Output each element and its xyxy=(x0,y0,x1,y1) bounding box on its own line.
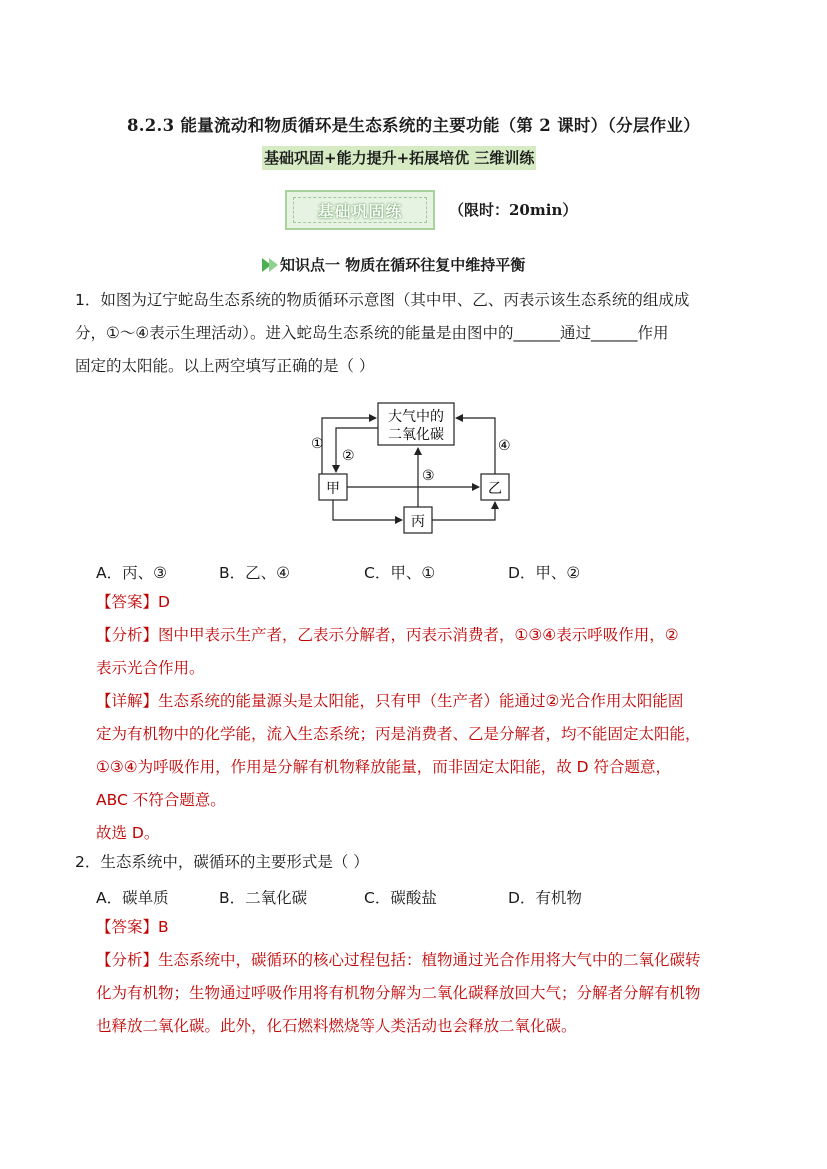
answer-tag: 【答案】 xyxy=(96,593,159,611)
page-title: 8.2.3 能量流动和物质循环是生态系统的主要功能（第 2 课时）（分层作业） xyxy=(126,116,701,135)
q2-option-c[interactable]: C．碳酸盐 xyxy=(364,889,437,907)
q2-analysis-line-3: 也释放二氧化碳。此外，化石燃料燃烧等人类活动也会释放二氧化碳。 xyxy=(96,1017,577,1035)
q2-option-d[interactable]: D．有机物 xyxy=(508,889,582,907)
answer-tag: 【答案】 xyxy=(96,918,159,936)
arrow-producer-consumer xyxy=(333,500,402,520)
process-3-label: ③ xyxy=(422,468,435,484)
q2-answer: B xyxy=(158,918,169,936)
q1-option-b[interactable]: B．乙、④ xyxy=(219,564,291,582)
process-2-label: ② xyxy=(342,448,355,464)
q1-answer: D xyxy=(158,593,170,611)
question-1-line-2: 分，①～④表示生理活动）。进入蛇岛生态系统的能量是由图中的______通过______作用 xyxy=(75,324,669,342)
q1-detail-line-3: ①③④为呼吸作用，作用是分解有机物释放能量，而非固定太阳能，故 D 符合题意， xyxy=(96,758,671,776)
atmosphere-label-1: 大气中的 xyxy=(388,409,444,425)
q1-conclusion: 故选 D。 xyxy=(96,824,160,842)
question-1-line-1: 1．如图为辽宁蛇岛生态系统的物质循环示意图（其中甲、乙、丙表示该生态系统的组成成 xyxy=(75,291,690,309)
q2-answer-line xyxy=(96,911,756,944)
question-2-stem: 2．生态系统中，碳循环的主要形式是（ ） xyxy=(75,853,369,871)
question-1-stem xyxy=(75,284,755,383)
q2-option-b[interactable]: B．二氧化碳 xyxy=(219,889,308,907)
double-chevron-icon xyxy=(262,258,276,272)
consumer-label: 丙 xyxy=(411,514,425,530)
process-1-label: ① xyxy=(311,436,324,452)
q1-analysis-text-1: 图中甲表示生产者，乙表示分解者，丙表示消费者，①③④表示呼吸作用，② xyxy=(158,626,679,644)
q1-detail-line-4: ABC 不符合题意。 xyxy=(96,791,226,809)
q1-option-c[interactable]: C．甲、① xyxy=(364,564,436,582)
q2-explanation xyxy=(96,911,756,1043)
section-badge-label: 基础巩固练 xyxy=(293,197,427,223)
q1-detail-line-1 xyxy=(96,685,756,718)
time-limit: （限时：20min） xyxy=(449,201,578,219)
process-4-label: ④ xyxy=(498,438,511,454)
q2-analysis-line-1 xyxy=(96,944,756,977)
atmosphere-label-2: 二氧化碳 xyxy=(388,427,444,443)
carbon-cycle-diagram xyxy=(300,398,520,538)
arrow-4 xyxy=(456,418,495,474)
analysis-tag: 【分析】 xyxy=(96,626,159,644)
q1-analysis-line-2: 表示光合作用。 xyxy=(96,659,205,677)
q2-analysis-text-1: 生态系统中，碳循环的核心过程包括：植物通过光合作用将大气中的二氧化碳转 xyxy=(158,951,701,969)
q1-option-d[interactable]: D．甲、② xyxy=(508,564,581,582)
arrow-1 xyxy=(322,418,376,474)
q1-detail-line-2: 定为有机物中的化学能，流入生态系统；丙是消费者、乙是分解者，均不能固定太阳能， xyxy=(96,725,701,743)
q1-option-a[interactable]: A．丙、③ xyxy=(96,564,167,582)
question-1-line-3: 固定的太阳能。以上两空填写正确的是（ ） xyxy=(75,357,375,375)
analysis-tag: 【分析】 xyxy=(96,951,159,969)
detail-tag: 【详解】 xyxy=(96,692,159,710)
q1-answer-line xyxy=(96,586,756,619)
decomposer-label: 乙 xyxy=(488,481,502,497)
producer-label: 甲 xyxy=(326,481,340,497)
knowledge-point-label: 知识点一 物质在循环往复中维持平衡 xyxy=(280,256,526,274)
arrow-consumer-decomposer xyxy=(432,502,495,520)
q1-analysis-line-1 xyxy=(96,619,756,652)
q1-explanation xyxy=(96,586,756,850)
knowledge-point-heading xyxy=(262,254,525,275)
q2-option-a[interactable]: A．碳单质 xyxy=(96,889,169,907)
q2-analysis-line-2: 化为有机物；生物通过呼吸作用将有机物分解为二氧化碳释放回大气；分解者分解有机物 xyxy=(96,984,701,1002)
q1-detail-text-1: 生态系统的能量源头是太阳能，只有甲（生产者）能通过②光合作用太阳能固 xyxy=(158,692,684,710)
page-subtitle: 基础巩固+能力提升+拓展培优 三维训练 xyxy=(262,146,536,170)
section-badge xyxy=(285,190,435,230)
